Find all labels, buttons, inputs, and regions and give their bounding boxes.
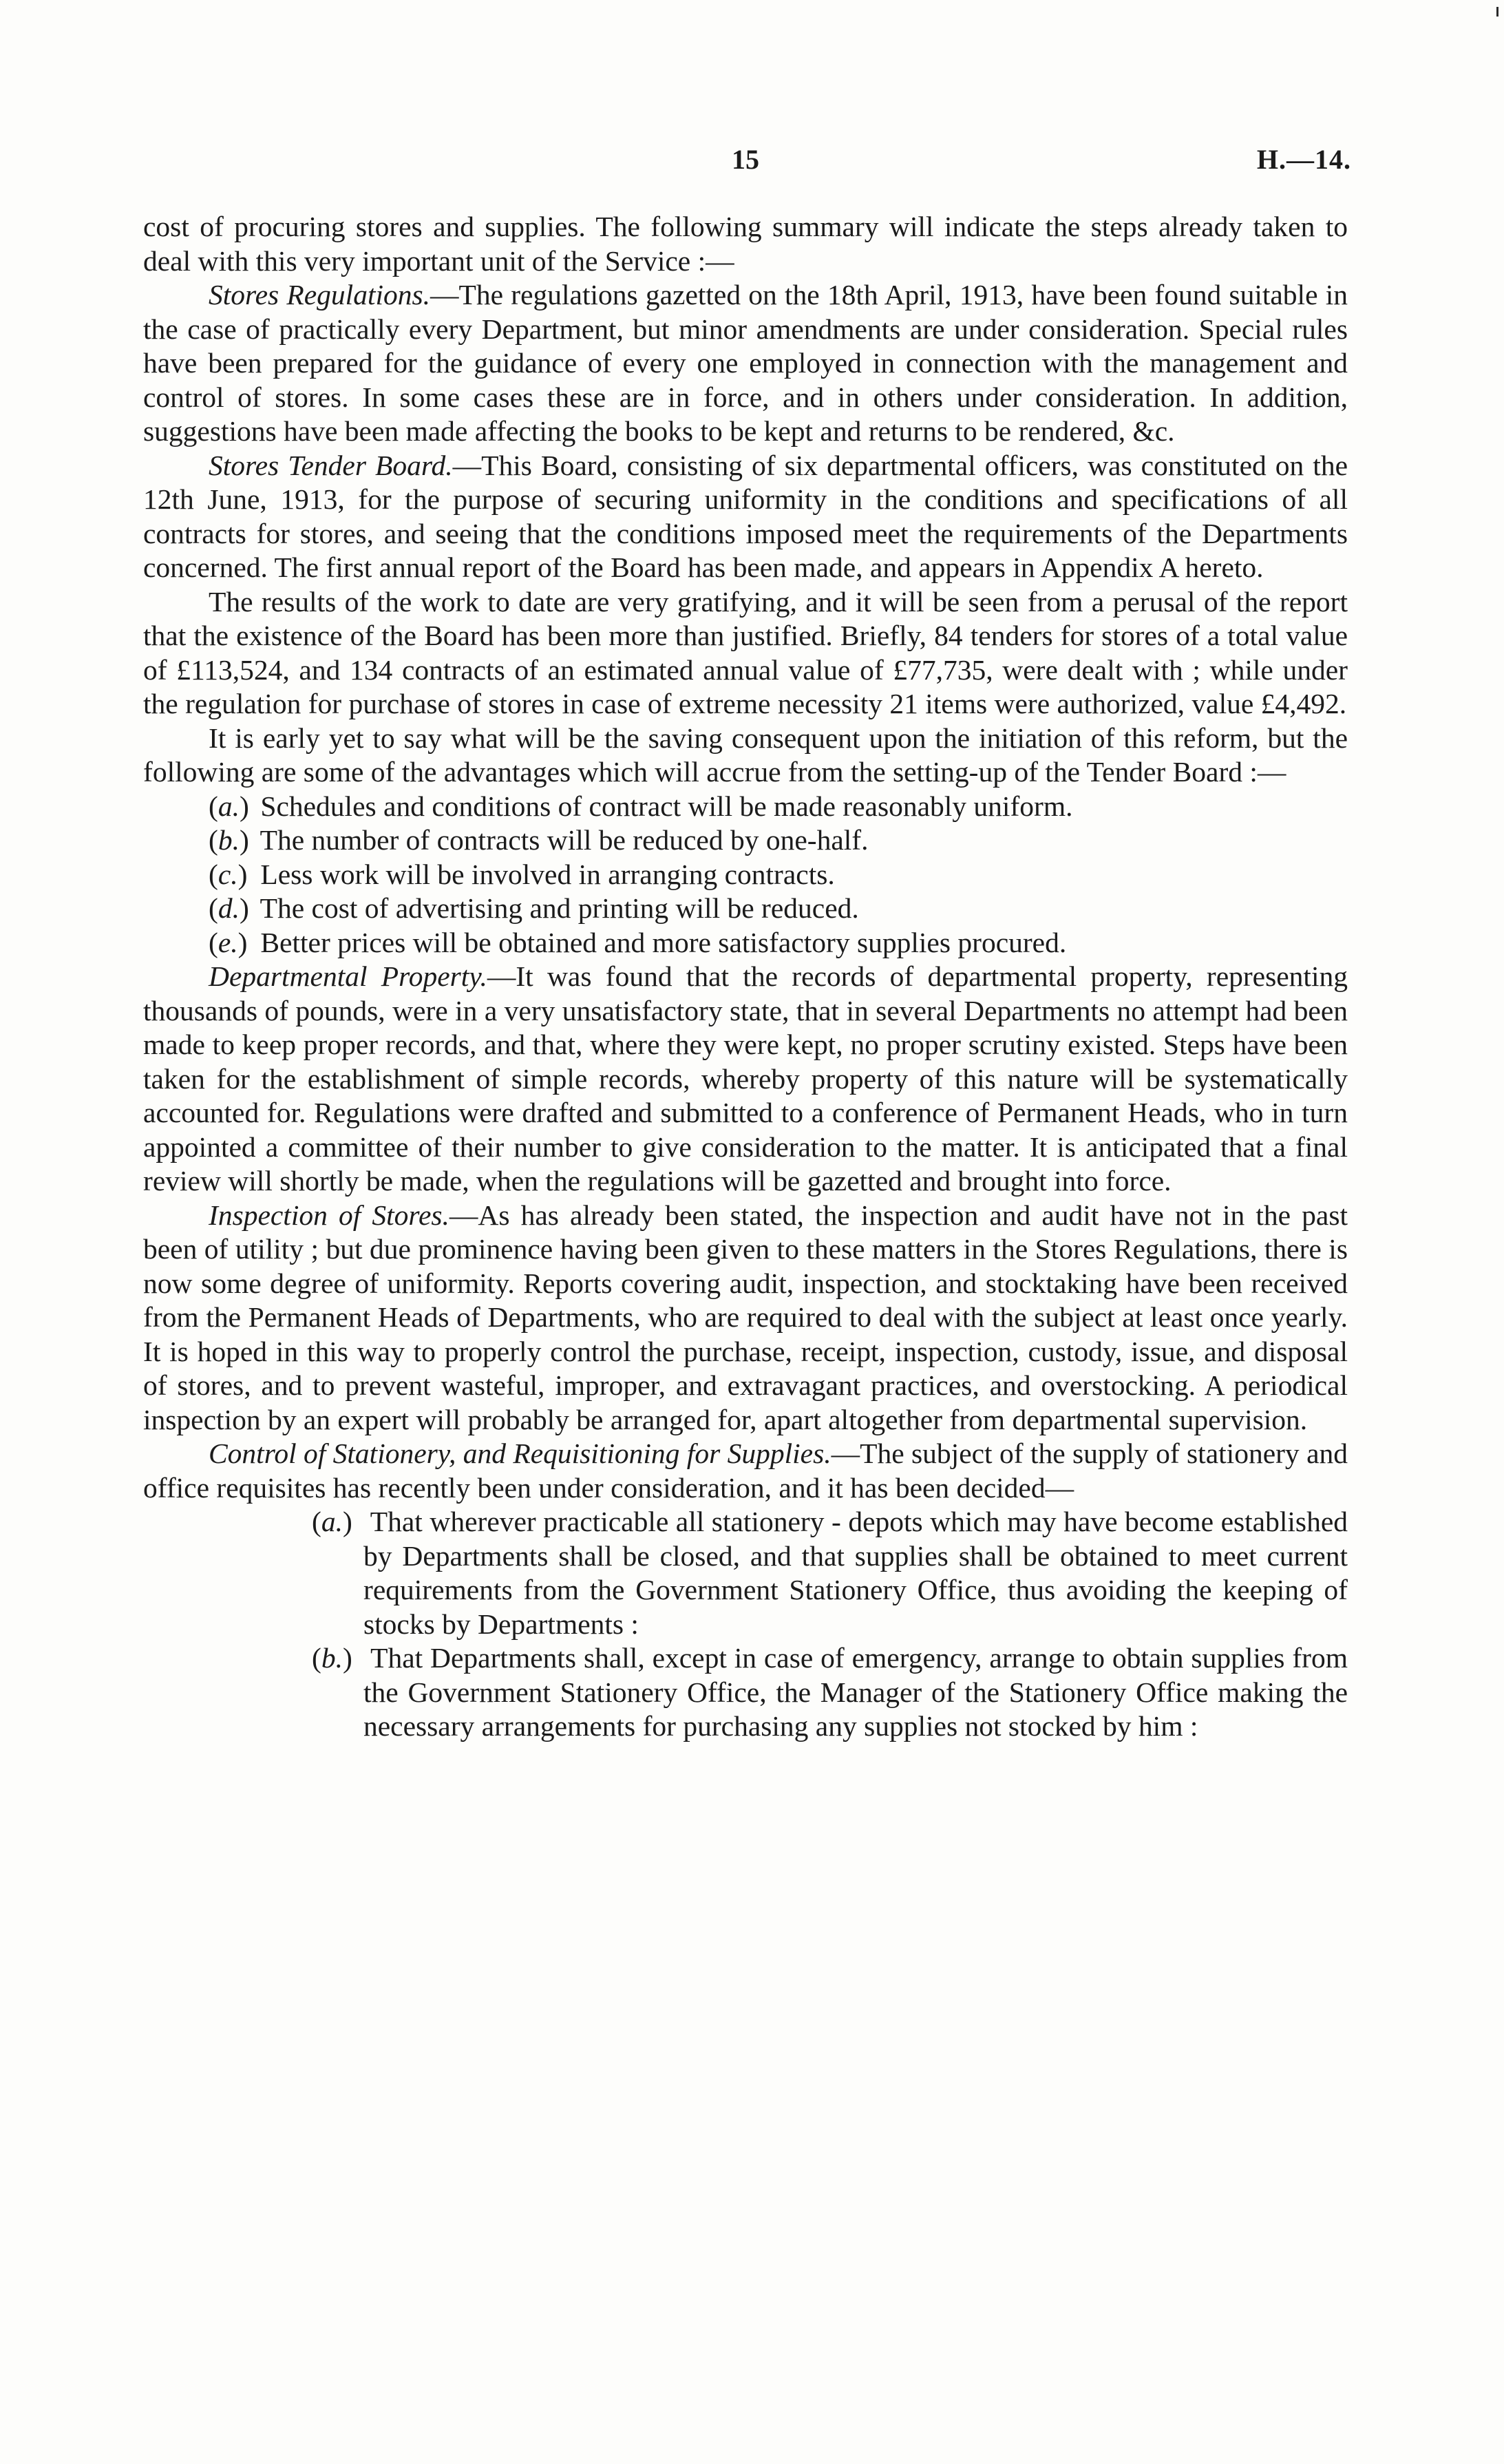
list-marker: (c.) (209, 858, 248, 890)
list-item-text: Better prices will be obtained and more satisfactory supplies procured. (260, 926, 1067, 958)
stores-regulations-heading: Stores Regulations. (209, 279, 431, 310)
decisions-list (143, 1505, 1348, 1744)
results-paragraph: The results of the work to date are very gratifying, and it will be seen from a perusal of the report that the existence of the Board has been more than justified. Briefly, 84 tenders for stores of a total value of £113,524, and 134 contracts of an estimated annual value of £77,735, were dealt with ; while under the regulation for purchase of stores in case of extreme necessity 21 items were authorized, value £4,492. (143, 585, 1348, 719)
stores-tender-board-text: —This Board, consisting of six departmental officers, was constituted on the 12th June, 1913, for the purpose of securing uniformity in the conditions and specifications of all contracts for stores, and seeing that the conditions imposed meet the requirements of the Departments concerned. The first annual report of the Board has been made, and appears in Appendix A hereto. (143, 449, 1348, 583)
list-item-text: That Departments shall, except in case of emergency, arrange to obtain supplies from the Government Stationery Office, the Manager of the Stationery Office making the necessary arrangements for purchasing any supplies not stocked by him : (363, 1642, 1348, 1742)
stores-tender-board-paragraph (143, 449, 1348, 585)
list-marker: (d.) (209, 892, 249, 924)
stores-tender-board-heading: Stores Tender Board. (209, 449, 453, 481)
departmental-property-heading: Departmental Property. (209, 960, 487, 992)
list-item (143, 1505, 1348, 1641)
list-item-text: Less work will be involved in arranging contracts. (260, 858, 835, 890)
list-marker: (b.) (312, 1642, 352, 1674)
list-marker: (a.) (312, 1506, 352, 1537)
page-header (143, 143, 1351, 178)
list-item-text: The cost of advertising and printing will be reduced. (260, 892, 859, 924)
inspection-of-stores-heading: Inspection of Stores. (209, 1199, 449, 1231)
stores-regulations-paragraph (143, 278, 1348, 449)
list-item (143, 1641, 1348, 1744)
list-item-text: Schedules and conditions of contract will be made reasonably uniform. (260, 790, 1073, 822)
stores-regulations-text: —The regulations gazetted on the 18th April, 1913, have been found suitable in the case of practically every Department, but minor amendments are under consideration. Special rules have been prepared for the guidance of every one employed in connection with the management and control of stores. In some cases these are in force, and in others under consideration. In addition, suggestions have been made affecting the books to be kept and returns to be rendered, &c. (143, 279, 1348, 447)
list-item (143, 823, 1348, 858)
list-item (143, 790, 1348, 824)
inspection-of-stores-text: —As has already been stated, the inspection and audit have not in the past been of utility ; but due prominence having been given to these matters in the Stores Regulations, there is now some degree of uniformity. Reports covering audit, inspection, and stocktaking have been received from the Permanent Heads of Departments, who are required to deal with the subject at least once yearly. It is hoped in this way to properly control the purchase, receipt, inspection, custody, issue, and disposal of stores, and to prevent wasteful, improper, and extravagant practices, and overstocking. A periodical inspection by an expert will probably be arranged for, apart altogether from departmental supervision. (143, 1199, 1348, 1435)
page-body (143, 210, 1348, 1744)
departmental-property-text: —It was found that the records of departmental property, representing thousands of pounds, were in a very unsatisfactory state, that in several Departments no attempt had been made to keep proper records, and that, where they were kept, no proper scrutiny existed. Steps have been taken for the establishment of simple records, whereby property of this nature will be systematically accounted for. Regulations were drafted and submitted to a conference of Permanent Heads, who in turn appointed a committee of their number to give consideration to the matter. It is anticipated that a final review will shortly be made, when the regulations will be gazetted and brought into force. (143, 960, 1348, 1197)
list-marker: (e.) (209, 926, 248, 958)
list-item (143, 926, 1348, 960)
list-item (143, 892, 1348, 926)
list-item-text: The number of contracts will be reduced by one-half. (260, 824, 869, 856)
scan-speck (1496, 7, 1498, 17)
advantages-list (143, 790, 1348, 960)
list-item (143, 858, 1348, 892)
advantages-intro-paragraph: It is early yet to say what will be the saving consequent upon the initiation of this reform, but the following are some of the advantages which will accrue from the setting-up of the Tender Board :— (143, 722, 1348, 788)
inspection-of-stores-paragraph (143, 1199, 1348, 1438)
document-reference: H.—14. (1256, 144, 1351, 175)
departmental-property-paragraph (143, 960, 1348, 1199)
list-item-text: That wherever practicable all stationery - depots which may have become established by Departments shall be closed, and that supplies shall be obtained to meet current requirements from the Government Stationery Office, thus avoiding the keeping of stocks by Departments : (363, 1506, 1348, 1640)
list-marker: (b.) (209, 824, 249, 856)
opening-paragraph: cost of procuring stores and supplies. The following summary will indicate the steps already taken to deal with this very important unit of the Service :— (143, 211, 1348, 277)
stationery-control-heading: Control of Stationery, and Requisitioning for Supplies. (209, 1438, 832, 1469)
list-marker: (a.) (209, 790, 249, 822)
stationery-control-text: —The subject of the supply of stationery and office requisites has recently been under consideration, and it has been decided— (143, 1438, 1348, 1504)
page-number: 15 (732, 144, 759, 175)
stationery-control-paragraph (143, 1437, 1348, 1505)
